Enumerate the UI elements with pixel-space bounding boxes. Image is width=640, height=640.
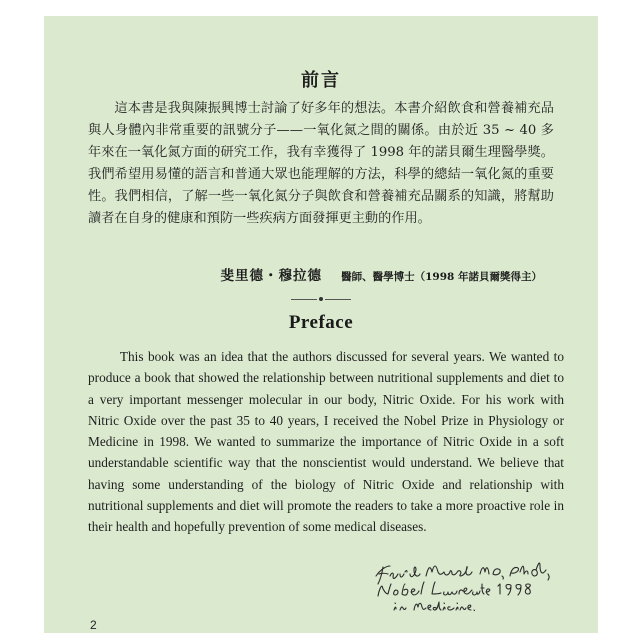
chinese-signature-title: 醫師、醫學博士（1998 年諾貝爾獎得主） — [341, 271, 542, 283]
english-body-paragraph: This book was an idea that the authors discussed for several years. We wanted to produce a book that showed the relationship between nutritional supplements and diet to a very important messenger molecular in our body, Nitric Oxide. For his work with Nitric Oxide over the past 35 to 40 years, I received the Nobel Prize in Physiology or Medicine in 1998. We wanted to summarize the importance of Nitric Oxide in a soft understandable scientific way that the nonscientist would understand. We believe that having some understanding of the biology of Nitric Oxide and relationship with nutritional supplements and diet will promote the readers to take a more proactive role in their health and hopefully prevention of some medical diseases. — [88, 349, 564, 535]
divider-dot — [319, 297, 323, 301]
book-page — [44, 16, 598, 633]
english-title: Preface — [288, 312, 354, 333]
chinese-title: 前言 — [301, 70, 341, 91]
section-divider — [291, 297, 351, 301]
handwritten-signature — [370, 552, 570, 614]
divider-line-right — [325, 299, 351, 300]
page-number: 2 — [90, 618, 97, 632]
divider-line-left — [291, 299, 317, 300]
chinese-signature-name: 斐里德・穆拉德 — [220, 268, 323, 284]
chinese-signature-line — [221, 264, 542, 284]
chinese-body-paragraph: 這本書是我與陳振興博士討論了好多年的想法。本書介紹飲食和營養補充品與人身體內非常重要的訊號分子——一氧化氮之間的關係。由於近 35 ~ 40 多年來在一氧化氮方面的研究工作，我有幸獲得了 1998 年的諾貝爾生理醫學獎。我們希望用易懂的語言和普通大眾也能理解的方法，科學的總結一氧化氮的重要性。我們相信，了解一些一氧化氮分子與飲食和營養補充品關系的知識，將幫助讀者在自身的健康和預防一些疾病方面發揮更主動的作用。 — [88, 101, 554, 226]
